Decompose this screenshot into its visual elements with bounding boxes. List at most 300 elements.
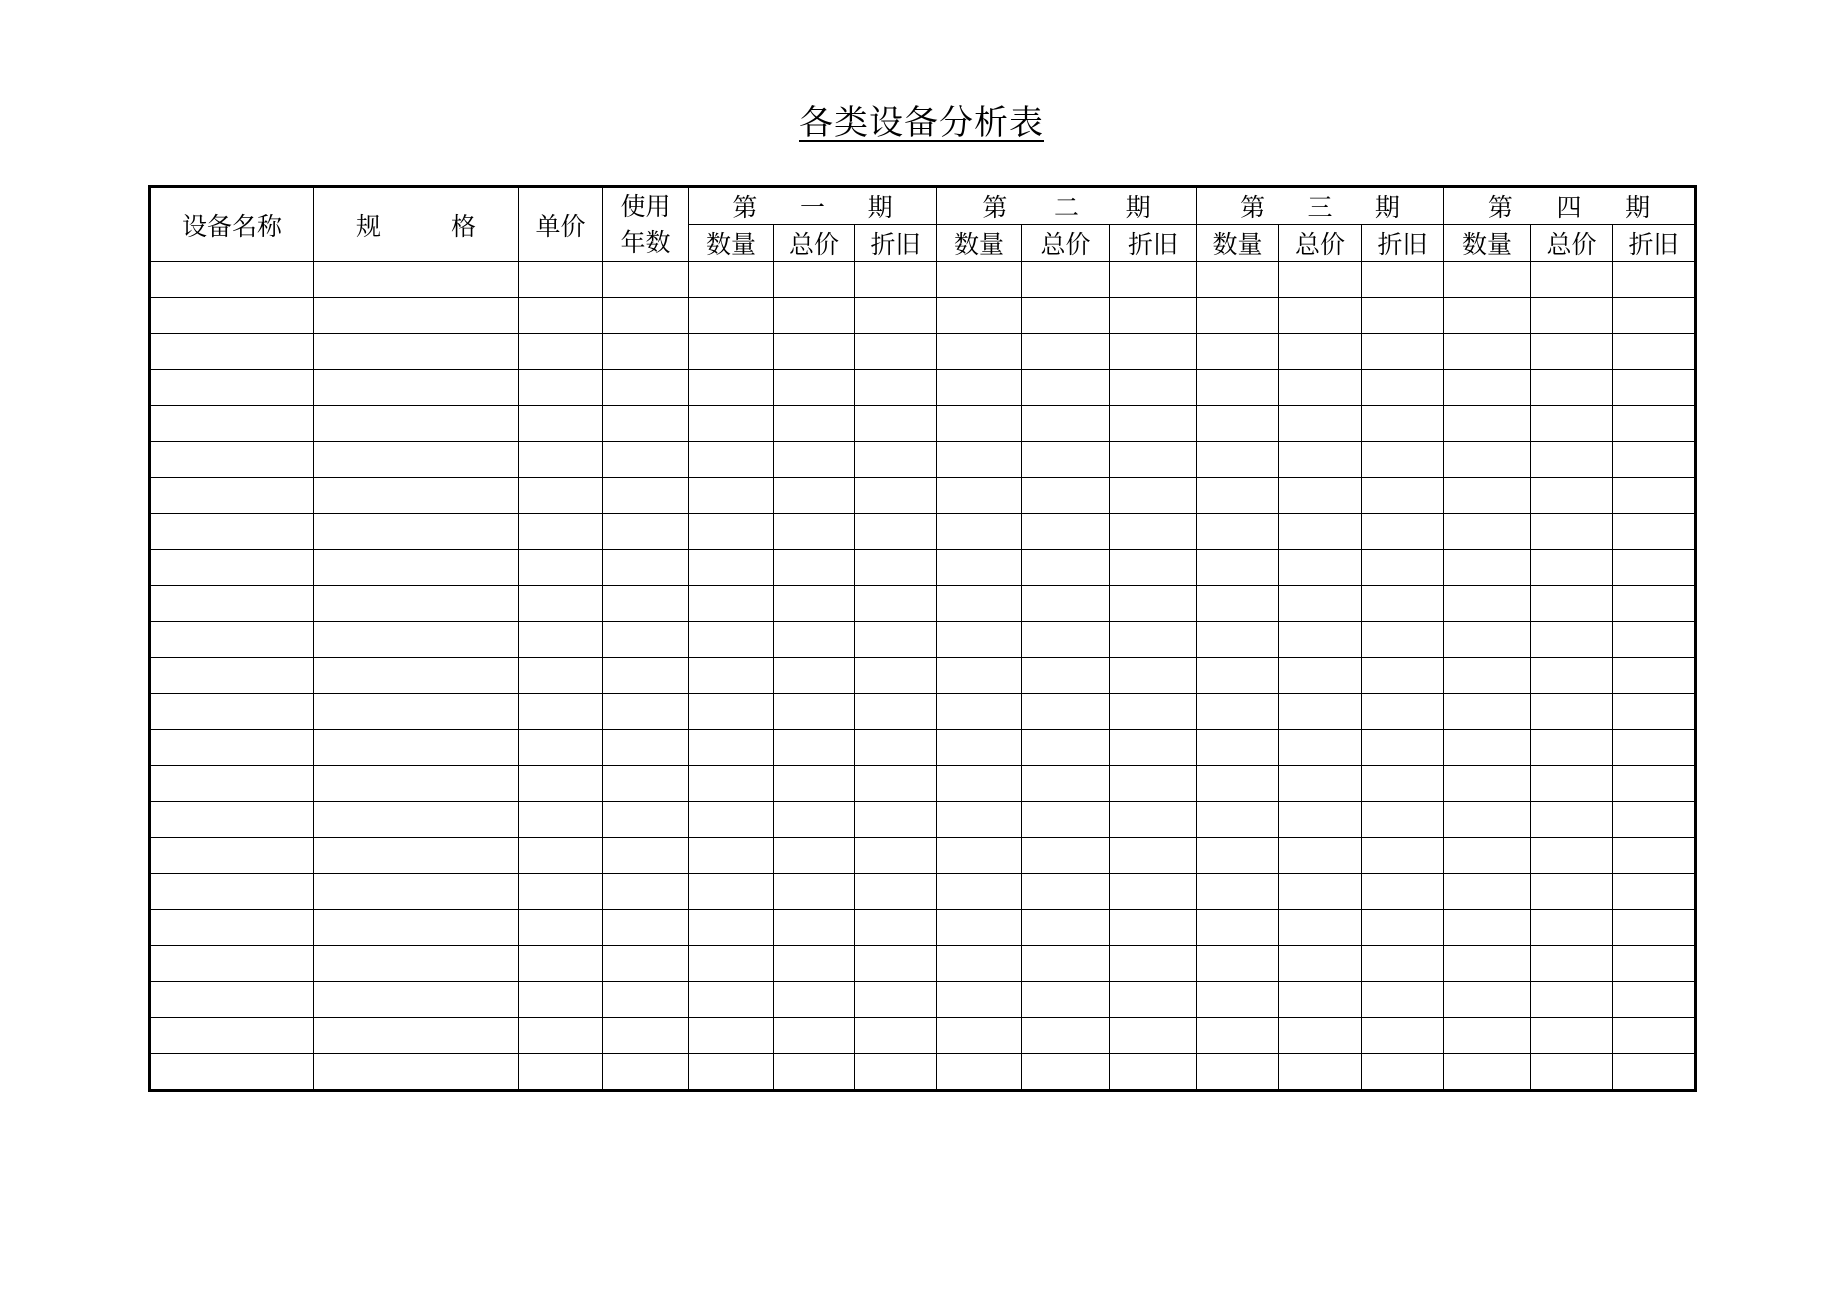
table-cell[interactable] bbox=[603, 370, 689, 406]
table-cell[interactable] bbox=[519, 298, 603, 334]
table-cell[interactable] bbox=[1444, 334, 1531, 370]
table-cell[interactable] bbox=[774, 910, 855, 946]
table-cell[interactable] bbox=[1279, 694, 1362, 730]
table-cell[interactable] bbox=[1362, 910, 1444, 946]
table-cell[interactable] bbox=[1531, 442, 1613, 478]
table-cell[interactable] bbox=[1022, 874, 1110, 910]
table-cell[interactable] bbox=[1613, 262, 1696, 298]
table-cell[interactable] bbox=[1362, 730, 1444, 766]
table-cell[interactable] bbox=[150, 766, 314, 802]
table-cell[interactable] bbox=[1197, 802, 1279, 838]
table-cell[interactable] bbox=[314, 334, 519, 370]
table-cell[interactable] bbox=[774, 982, 855, 1018]
table-cell[interactable] bbox=[1279, 586, 1362, 622]
table-cell[interactable] bbox=[1279, 442, 1362, 478]
table-cell[interactable] bbox=[1022, 1018, 1110, 1054]
table-cell[interactable] bbox=[1362, 694, 1444, 730]
table-cell[interactable] bbox=[519, 658, 603, 694]
table-cell[interactable] bbox=[150, 514, 314, 550]
table-cell[interactable] bbox=[1444, 658, 1531, 694]
table-cell[interactable] bbox=[519, 1054, 603, 1091]
table-cell[interactable] bbox=[855, 478, 937, 514]
table-cell[interactable] bbox=[1362, 766, 1444, 802]
table-cell[interactable] bbox=[1444, 298, 1531, 334]
table-cell[interactable] bbox=[1022, 334, 1110, 370]
table-cell[interactable] bbox=[150, 1054, 314, 1091]
table-cell[interactable] bbox=[855, 694, 937, 730]
table-cell[interactable] bbox=[603, 802, 689, 838]
table-cell[interactable] bbox=[1197, 478, 1279, 514]
table-cell[interactable] bbox=[1110, 946, 1197, 982]
table-cell[interactable] bbox=[519, 910, 603, 946]
table-cell[interactable] bbox=[314, 262, 519, 298]
table-cell[interactable] bbox=[1197, 946, 1279, 982]
table-cell[interactable] bbox=[1613, 622, 1696, 658]
table-cell[interactable] bbox=[689, 694, 774, 730]
table-cell[interactable] bbox=[689, 370, 774, 406]
table-cell[interactable] bbox=[774, 694, 855, 730]
table-cell[interactable] bbox=[855, 1054, 937, 1091]
table-cell[interactable] bbox=[1279, 514, 1362, 550]
table-cell[interactable] bbox=[774, 478, 855, 514]
table-cell[interactable] bbox=[314, 658, 519, 694]
table-cell[interactable] bbox=[689, 514, 774, 550]
table-cell[interactable] bbox=[1022, 586, 1110, 622]
table-cell[interactable] bbox=[774, 1054, 855, 1091]
table-cell[interactable] bbox=[1444, 946, 1531, 982]
table-cell[interactable] bbox=[1022, 910, 1110, 946]
table-cell[interactable] bbox=[1613, 766, 1696, 802]
table-cell[interactable] bbox=[1613, 334, 1696, 370]
table-cell[interactable] bbox=[937, 766, 1022, 802]
table-cell[interactable] bbox=[150, 298, 314, 334]
table-cell[interactable] bbox=[1197, 550, 1279, 586]
table-cell[interactable] bbox=[1444, 514, 1531, 550]
table-cell[interactable] bbox=[1613, 370, 1696, 406]
table-cell[interactable] bbox=[1279, 406, 1362, 442]
table-cell[interactable] bbox=[1197, 586, 1279, 622]
table-cell[interactable] bbox=[1613, 838, 1696, 874]
table-cell[interactable] bbox=[1197, 766, 1279, 802]
table-cell[interactable] bbox=[1531, 622, 1613, 658]
table-cell[interactable] bbox=[1279, 874, 1362, 910]
table-cell[interactable] bbox=[937, 874, 1022, 910]
table-cell[interactable] bbox=[519, 838, 603, 874]
table-cell[interactable] bbox=[1531, 586, 1613, 622]
table-cell[interactable] bbox=[1362, 622, 1444, 658]
table-cell[interactable] bbox=[1279, 658, 1362, 694]
table-cell[interactable] bbox=[855, 622, 937, 658]
table-cell[interactable] bbox=[603, 406, 689, 442]
table-cell[interactable] bbox=[314, 550, 519, 586]
table-cell[interactable] bbox=[1362, 1054, 1444, 1091]
table-cell[interactable] bbox=[1531, 262, 1613, 298]
table-cell[interactable] bbox=[314, 946, 519, 982]
table-cell[interactable] bbox=[937, 622, 1022, 658]
table-cell[interactable] bbox=[1110, 766, 1197, 802]
table-cell[interactable] bbox=[1279, 802, 1362, 838]
table-cell[interactable] bbox=[314, 514, 519, 550]
table-cell[interactable] bbox=[1022, 982, 1110, 1018]
table-cell[interactable] bbox=[689, 478, 774, 514]
table-cell[interactable] bbox=[150, 838, 314, 874]
table-cell[interactable] bbox=[519, 442, 603, 478]
table-cell[interactable] bbox=[1613, 802, 1696, 838]
table-cell[interactable] bbox=[689, 766, 774, 802]
table-cell[interactable] bbox=[519, 874, 603, 910]
table-cell[interactable] bbox=[519, 802, 603, 838]
table-cell[interactable] bbox=[774, 370, 855, 406]
table-cell[interactable] bbox=[1444, 478, 1531, 514]
table-cell[interactable] bbox=[1362, 406, 1444, 442]
table-cell[interactable] bbox=[150, 262, 314, 298]
table-cell[interactable] bbox=[1613, 442, 1696, 478]
table-cell[interactable] bbox=[855, 298, 937, 334]
table-cell[interactable] bbox=[1613, 694, 1696, 730]
table-cell[interactable] bbox=[519, 586, 603, 622]
table-cell[interactable] bbox=[1531, 874, 1613, 910]
table-cell[interactable] bbox=[774, 946, 855, 982]
table-cell[interactable] bbox=[150, 442, 314, 478]
table-cell[interactable] bbox=[689, 910, 774, 946]
table-cell[interactable] bbox=[689, 586, 774, 622]
table-cell[interactable] bbox=[937, 334, 1022, 370]
table-cell[interactable] bbox=[1531, 982, 1613, 1018]
table-cell[interactable] bbox=[1444, 406, 1531, 442]
table-cell[interactable] bbox=[519, 982, 603, 1018]
table-cell[interactable] bbox=[1022, 514, 1110, 550]
table-cell[interactable] bbox=[519, 514, 603, 550]
table-cell[interactable] bbox=[937, 370, 1022, 406]
table-cell[interactable] bbox=[1531, 334, 1613, 370]
table-cell[interactable] bbox=[937, 406, 1022, 442]
table-cell[interactable] bbox=[603, 334, 689, 370]
table-cell[interactable] bbox=[1110, 406, 1197, 442]
table-cell[interactable] bbox=[314, 730, 519, 766]
table-cell[interactable] bbox=[519, 334, 603, 370]
table-cell[interactable] bbox=[855, 838, 937, 874]
table-cell[interactable] bbox=[689, 298, 774, 334]
table-cell[interactable] bbox=[314, 838, 519, 874]
table-cell[interactable] bbox=[1531, 658, 1613, 694]
table-cell[interactable] bbox=[1613, 730, 1696, 766]
table-cell[interactable] bbox=[774, 262, 855, 298]
table-cell[interactable] bbox=[150, 910, 314, 946]
table-cell[interactable] bbox=[1444, 442, 1531, 478]
table-cell[interactable] bbox=[1022, 658, 1110, 694]
table-cell[interactable] bbox=[1197, 298, 1279, 334]
table-cell[interactable] bbox=[774, 1018, 855, 1054]
table-cell[interactable] bbox=[1279, 946, 1362, 982]
table-cell[interactable] bbox=[855, 946, 937, 982]
table-cell[interactable] bbox=[1197, 406, 1279, 442]
table-cell[interactable] bbox=[1444, 838, 1531, 874]
table-cell[interactable] bbox=[314, 442, 519, 478]
table-cell[interactable] bbox=[314, 1054, 519, 1091]
table-cell[interactable] bbox=[774, 730, 855, 766]
table-cell[interactable] bbox=[1110, 874, 1197, 910]
table-cell[interactable] bbox=[150, 802, 314, 838]
table-cell[interactable] bbox=[1197, 262, 1279, 298]
table-cell[interactable] bbox=[855, 442, 937, 478]
table-cell[interactable] bbox=[1022, 442, 1110, 478]
table-cell[interactable] bbox=[519, 550, 603, 586]
table-cell[interactable] bbox=[519, 946, 603, 982]
table-cell[interactable] bbox=[937, 658, 1022, 694]
table-cell[interactable] bbox=[937, 442, 1022, 478]
table-cell[interactable] bbox=[1531, 1054, 1613, 1091]
table-cell[interactable] bbox=[150, 334, 314, 370]
table-cell[interactable] bbox=[689, 838, 774, 874]
table-cell[interactable] bbox=[603, 910, 689, 946]
table-cell[interactable] bbox=[1110, 658, 1197, 694]
table-cell[interactable] bbox=[1531, 550, 1613, 586]
table-cell[interactable] bbox=[937, 1054, 1022, 1091]
table-cell[interactable] bbox=[855, 982, 937, 1018]
table-cell[interactable] bbox=[1197, 910, 1279, 946]
table-cell[interactable] bbox=[1444, 694, 1531, 730]
table-cell[interactable] bbox=[519, 730, 603, 766]
table-cell[interactable] bbox=[1279, 622, 1362, 658]
table-cell[interactable] bbox=[937, 262, 1022, 298]
table-cell[interactable] bbox=[1110, 802, 1197, 838]
table-cell[interactable] bbox=[1110, 262, 1197, 298]
table-cell[interactable] bbox=[1022, 298, 1110, 334]
table-cell[interactable] bbox=[689, 982, 774, 1018]
table-cell[interactable] bbox=[1613, 1054, 1696, 1091]
table-cell[interactable] bbox=[855, 334, 937, 370]
table-cell[interactable] bbox=[150, 946, 314, 982]
table-cell[interactable] bbox=[1613, 406, 1696, 442]
table-cell[interactable] bbox=[1110, 442, 1197, 478]
table-cell[interactable] bbox=[1613, 550, 1696, 586]
table-cell[interactable] bbox=[150, 982, 314, 1018]
table-cell[interactable] bbox=[774, 442, 855, 478]
table-cell[interactable] bbox=[603, 478, 689, 514]
table-cell[interactable] bbox=[1531, 370, 1613, 406]
table-cell[interactable] bbox=[937, 802, 1022, 838]
table-cell[interactable] bbox=[1022, 406, 1110, 442]
table-cell[interactable] bbox=[774, 874, 855, 910]
table-cell[interactable] bbox=[1613, 514, 1696, 550]
table-cell[interactable] bbox=[314, 982, 519, 1018]
table-cell[interactable] bbox=[855, 874, 937, 910]
table-cell[interactable] bbox=[1444, 622, 1531, 658]
table-cell[interactable] bbox=[150, 550, 314, 586]
table-cell[interactable] bbox=[689, 658, 774, 694]
table-cell[interactable] bbox=[1022, 478, 1110, 514]
table-cell[interactable] bbox=[150, 370, 314, 406]
table-cell[interactable] bbox=[603, 298, 689, 334]
table-cell[interactable] bbox=[774, 658, 855, 694]
table-cell[interactable] bbox=[1279, 334, 1362, 370]
table-cell[interactable] bbox=[603, 1018, 689, 1054]
table-cell[interactable] bbox=[150, 622, 314, 658]
table-cell[interactable] bbox=[937, 838, 1022, 874]
table-cell[interactable] bbox=[774, 406, 855, 442]
table-cell[interactable] bbox=[1110, 298, 1197, 334]
table-cell[interactable] bbox=[1022, 802, 1110, 838]
table-cell[interactable] bbox=[1444, 1054, 1531, 1091]
table-cell[interactable] bbox=[1531, 802, 1613, 838]
table-cell[interactable] bbox=[1613, 586, 1696, 622]
table-cell[interactable] bbox=[1022, 838, 1110, 874]
table-cell[interactable] bbox=[1362, 442, 1444, 478]
table-cell[interactable] bbox=[603, 550, 689, 586]
table-cell[interactable] bbox=[855, 1018, 937, 1054]
table-cell[interactable] bbox=[1613, 910, 1696, 946]
table-cell[interactable] bbox=[1110, 514, 1197, 550]
table-cell[interactable] bbox=[774, 550, 855, 586]
table-cell[interactable] bbox=[689, 1018, 774, 1054]
table-cell[interactable] bbox=[150, 694, 314, 730]
table-cell[interactable] bbox=[1197, 514, 1279, 550]
table-cell[interactable] bbox=[1197, 334, 1279, 370]
table-cell[interactable] bbox=[1197, 838, 1279, 874]
table-cell[interactable] bbox=[1197, 658, 1279, 694]
table-cell[interactable] bbox=[1531, 946, 1613, 982]
table-cell[interactable] bbox=[1110, 730, 1197, 766]
table-cell[interactable] bbox=[519, 694, 603, 730]
table-cell[interactable] bbox=[774, 622, 855, 658]
table-cell[interactable] bbox=[1279, 730, 1362, 766]
table-cell[interactable] bbox=[603, 730, 689, 766]
table-cell[interactable] bbox=[1362, 262, 1444, 298]
table-cell[interactable] bbox=[937, 298, 1022, 334]
table-cell[interactable] bbox=[150, 406, 314, 442]
table-cell[interactable] bbox=[1197, 622, 1279, 658]
table-cell[interactable] bbox=[1444, 766, 1531, 802]
table-cell[interactable] bbox=[314, 478, 519, 514]
table-cell[interactable] bbox=[603, 262, 689, 298]
table-cell[interactable] bbox=[937, 550, 1022, 586]
table-cell[interactable] bbox=[1362, 586, 1444, 622]
table-cell[interactable] bbox=[689, 946, 774, 982]
table-cell[interactable] bbox=[855, 586, 937, 622]
table-cell[interactable] bbox=[1110, 370, 1197, 406]
table-cell[interactable] bbox=[519, 478, 603, 514]
table-cell[interactable] bbox=[1613, 946, 1696, 982]
table-cell[interactable] bbox=[1444, 586, 1531, 622]
table-cell[interactable] bbox=[937, 730, 1022, 766]
table-cell[interactable] bbox=[1279, 370, 1362, 406]
table-cell[interactable] bbox=[1110, 1018, 1197, 1054]
table-cell[interactable] bbox=[1362, 298, 1444, 334]
table-cell[interactable] bbox=[1022, 370, 1110, 406]
table-cell[interactable] bbox=[855, 910, 937, 946]
table-cell[interactable] bbox=[937, 982, 1022, 1018]
table-cell[interactable] bbox=[774, 514, 855, 550]
table-cell[interactable] bbox=[1197, 1054, 1279, 1091]
table-cell[interactable] bbox=[603, 658, 689, 694]
table-cell[interactable] bbox=[937, 478, 1022, 514]
table-cell[interactable] bbox=[1110, 838, 1197, 874]
table-cell[interactable] bbox=[1444, 730, 1531, 766]
table-cell[interactable] bbox=[1362, 370, 1444, 406]
table-cell[interactable] bbox=[1110, 586, 1197, 622]
table-cell[interactable] bbox=[314, 910, 519, 946]
table-cell[interactable] bbox=[1110, 1054, 1197, 1091]
table-cell[interactable] bbox=[1444, 982, 1531, 1018]
table-cell[interactable] bbox=[314, 766, 519, 802]
table-cell[interactable] bbox=[603, 622, 689, 658]
table-cell[interactable] bbox=[1362, 838, 1444, 874]
table-cell[interactable] bbox=[1362, 514, 1444, 550]
table-cell[interactable] bbox=[314, 586, 519, 622]
table-cell[interactable] bbox=[1613, 298, 1696, 334]
table-cell[interactable] bbox=[855, 802, 937, 838]
table-cell[interactable] bbox=[1110, 910, 1197, 946]
table-cell[interactable] bbox=[689, 442, 774, 478]
table-cell[interactable] bbox=[314, 802, 519, 838]
table-cell[interactable] bbox=[519, 370, 603, 406]
table-cell[interactable] bbox=[1531, 838, 1613, 874]
table-cell[interactable] bbox=[689, 622, 774, 658]
table-cell[interactable] bbox=[1362, 658, 1444, 694]
table-cell[interactable] bbox=[1197, 874, 1279, 910]
table-cell[interactable] bbox=[1531, 1018, 1613, 1054]
table-cell[interactable] bbox=[1279, 982, 1362, 1018]
table-cell[interactable] bbox=[855, 766, 937, 802]
table-cell[interactable] bbox=[1279, 1054, 1362, 1091]
table-cell[interactable] bbox=[689, 406, 774, 442]
table-cell[interactable] bbox=[689, 730, 774, 766]
table-cell[interactable] bbox=[1022, 730, 1110, 766]
table-cell[interactable] bbox=[1444, 262, 1531, 298]
table-cell[interactable] bbox=[774, 334, 855, 370]
table-cell[interactable] bbox=[774, 586, 855, 622]
table-cell[interactable] bbox=[1613, 982, 1696, 1018]
table-cell[interactable] bbox=[1279, 838, 1362, 874]
table-cell[interactable] bbox=[937, 586, 1022, 622]
table-cell[interactable] bbox=[855, 370, 937, 406]
table-cell[interactable] bbox=[937, 910, 1022, 946]
table-cell[interactable] bbox=[603, 838, 689, 874]
table-cell[interactable] bbox=[689, 262, 774, 298]
table-cell[interactable] bbox=[1197, 370, 1279, 406]
table-cell[interactable] bbox=[150, 478, 314, 514]
table-cell[interactable] bbox=[1362, 550, 1444, 586]
table-cell[interactable] bbox=[855, 658, 937, 694]
table-cell[interactable] bbox=[774, 802, 855, 838]
table-cell[interactable] bbox=[1110, 622, 1197, 658]
table-cell[interactable] bbox=[1362, 802, 1444, 838]
table-cell[interactable] bbox=[1279, 262, 1362, 298]
table-cell[interactable] bbox=[314, 406, 519, 442]
table-cell[interactable] bbox=[1110, 982, 1197, 1018]
table-cell[interactable] bbox=[1279, 910, 1362, 946]
table-cell[interactable] bbox=[689, 334, 774, 370]
table-cell[interactable] bbox=[314, 370, 519, 406]
table-cell[interactable] bbox=[1022, 262, 1110, 298]
table-cell[interactable] bbox=[519, 1018, 603, 1054]
table-cell[interactable] bbox=[1444, 802, 1531, 838]
table-cell[interactable] bbox=[937, 694, 1022, 730]
table-cell[interactable] bbox=[1022, 550, 1110, 586]
table-cell[interactable] bbox=[855, 514, 937, 550]
table-cell[interactable] bbox=[1613, 1018, 1696, 1054]
table-cell[interactable] bbox=[1531, 514, 1613, 550]
table-cell[interactable] bbox=[689, 550, 774, 586]
table-cell[interactable] bbox=[1110, 334, 1197, 370]
table-cell[interactable] bbox=[1531, 910, 1613, 946]
table-cell[interactable] bbox=[603, 442, 689, 478]
table-cell[interactable] bbox=[519, 262, 603, 298]
table-cell[interactable] bbox=[314, 1018, 519, 1054]
table-cell[interactable] bbox=[1362, 1018, 1444, 1054]
table-cell[interactable] bbox=[603, 694, 689, 730]
table-cell[interactable] bbox=[1197, 694, 1279, 730]
